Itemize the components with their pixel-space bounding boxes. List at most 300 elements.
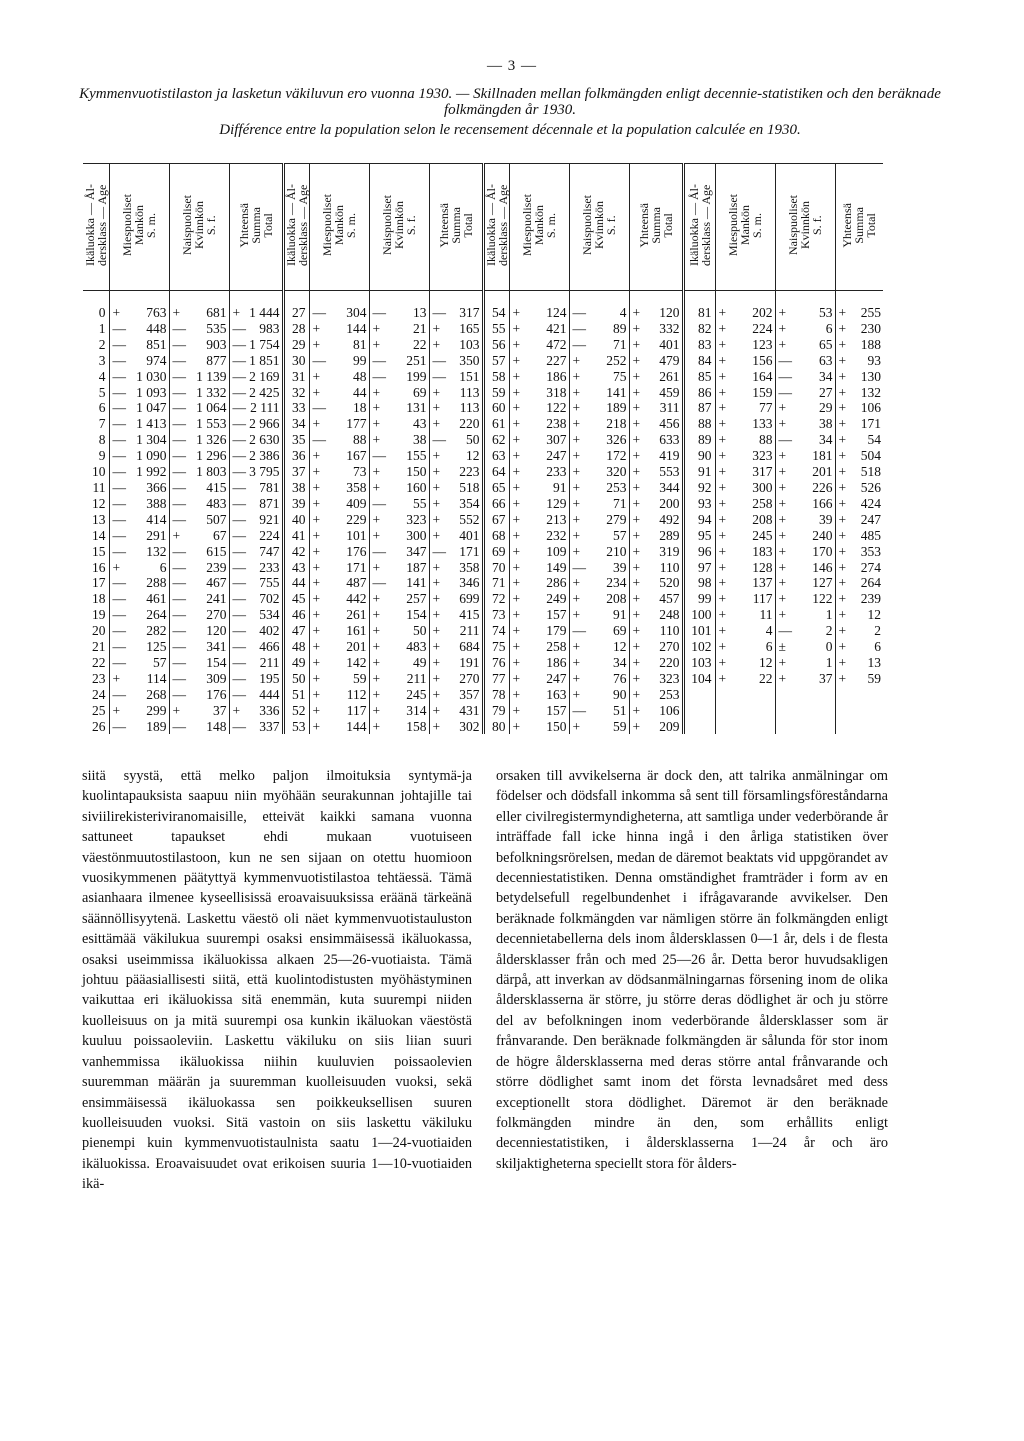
- female-cell: [775, 337, 835, 353]
- female-cell: [775, 655, 835, 671]
- female-cell: [775, 321, 835, 337]
- column-header-label: Yhteensä Summa Total: [436, 202, 475, 248]
- male-cell: [715, 560, 775, 576]
- age-cell: 83: [683, 337, 715, 353]
- number: 1 413: [136, 416, 167, 432]
- number: 1 851: [249, 352, 280, 368]
- sign: —: [112, 654, 126, 670]
- total-cell: [835, 353, 883, 369]
- number: 247: [546, 448, 567, 464]
- number: 49: [413, 654, 427, 670]
- age-cell: 31: [283, 369, 309, 385]
- sign: —: [572, 702, 586, 718]
- column-header-total: [629, 164, 683, 291]
- number: 186: [546, 654, 567, 670]
- column-header-label: Ikäluokka — Ål- dersklass — Age: [82, 184, 109, 266]
- sign: —: [112, 432, 126, 448]
- sign: +: [838, 416, 847, 432]
- number: 877: [206, 352, 227, 368]
- sign: +: [778, 575, 787, 591]
- age-cell: 86: [683, 385, 715, 401]
- age-cell: 42: [283, 544, 309, 560]
- number: 122: [546, 400, 567, 416]
- sign: —: [112, 384, 126, 400]
- sign: —: [572, 559, 586, 575]
- male-cell: [509, 416, 569, 432]
- total-cell: [429, 480, 483, 496]
- total-cell: [835, 448, 883, 464]
- number: 317: [459, 305, 480, 320]
- age-cell: 13: [83, 512, 109, 528]
- sign: +: [572, 639, 581, 655]
- sign: +: [432, 511, 441, 527]
- number: 1 444: [249, 305, 280, 320]
- column-header-label: Miespuoliset Mankön S. m.: [520, 194, 558, 256]
- male-cell: [109, 528, 169, 544]
- sign: +: [572, 543, 581, 559]
- number: 34: [819, 368, 833, 384]
- number: 1 030: [136, 368, 167, 384]
- sign: +: [838, 623, 847, 639]
- sign: +: [572, 575, 581, 591]
- number: 67: [213, 527, 227, 543]
- number: 186: [546, 368, 567, 384]
- table-row: [83, 671, 883, 687]
- male-cell: [109, 416, 169, 432]
- number: 57: [153, 654, 167, 670]
- total-cell: [835, 480, 883, 496]
- sign: —: [232, 432, 246, 448]
- age-cell: 34: [283, 416, 309, 432]
- age-cell: 16: [83, 560, 109, 576]
- age-cell: 10: [83, 464, 109, 480]
- number: 13: [413, 305, 427, 320]
- number: 300: [406, 527, 427, 543]
- sign: +: [838, 320, 847, 336]
- age-cell: 98: [683, 575, 715, 591]
- total-cell: [229, 416, 283, 432]
- male-cell: [509, 321, 569, 337]
- male-cell: [309, 369, 369, 385]
- sign: +: [512, 305, 521, 320]
- number: 419: [659, 448, 680, 464]
- total-cell: [429, 432, 483, 448]
- total-cell: [835, 623, 883, 639]
- age-cell: 47: [283, 623, 309, 639]
- number: 22: [413, 336, 427, 352]
- number: 81: [353, 336, 367, 352]
- sign: +: [632, 448, 641, 464]
- sign: —: [112, 368, 126, 384]
- total-cell: [835, 655, 883, 671]
- number: 34: [613, 654, 627, 670]
- number: 255: [860, 305, 881, 320]
- sign: —: [232, 543, 246, 559]
- age-cell: 58: [483, 369, 509, 385]
- number: 535: [206, 320, 227, 336]
- number: 170: [812, 543, 833, 559]
- female-cell: [369, 400, 429, 416]
- sign: +: [372, 686, 381, 702]
- sign: +: [312, 511, 321, 527]
- female-cell: [369, 575, 429, 591]
- number: 37: [819, 670, 833, 686]
- number: 12: [759, 654, 773, 670]
- sign: —: [112, 336, 126, 352]
- male-cell: [109, 512, 169, 528]
- female-cell: [369, 591, 429, 607]
- total-cell: [229, 321, 283, 337]
- total-cell: [629, 703, 683, 719]
- number: 39: [819, 511, 833, 527]
- age-cell: 18: [83, 591, 109, 607]
- female-cell: [169, 671, 229, 687]
- sign: +: [432, 559, 441, 575]
- sign: +: [718, 352, 727, 368]
- sign: —: [112, 543, 126, 559]
- number: 71: [613, 336, 627, 352]
- number: 249: [546, 591, 567, 607]
- sign: +: [432, 607, 441, 623]
- male-cell: [715, 496, 775, 512]
- number: 341: [206, 639, 227, 655]
- table-row: [83, 687, 883, 703]
- sign: +: [512, 607, 521, 623]
- age-cell: 65: [483, 480, 509, 496]
- sign: +: [572, 654, 581, 670]
- number: 48: [353, 368, 367, 384]
- sign: —: [172, 670, 186, 686]
- number: 2 630: [249, 432, 280, 448]
- sign: —: [572, 623, 586, 639]
- table-row: [83, 385, 883, 401]
- male-cell: [309, 719, 369, 735]
- sign: +: [718, 591, 727, 607]
- sign: —: [312, 432, 326, 448]
- number: 268: [146, 686, 167, 702]
- number: 415: [206, 479, 227, 495]
- number: 323: [659, 670, 680, 686]
- sign: —: [372, 305, 386, 320]
- number: 238: [546, 416, 567, 432]
- sign: +: [778, 654, 787, 670]
- sign: +: [838, 384, 847, 400]
- sign: —: [172, 543, 186, 559]
- female-cell: [569, 448, 629, 464]
- sign: +: [432, 718, 441, 734]
- number: 3 795: [249, 464, 280, 480]
- table-header-row: [83, 164, 883, 291]
- age-cell: 91: [683, 464, 715, 480]
- age-cell: 30: [283, 353, 309, 369]
- female-cell: [369, 321, 429, 337]
- total-cell: [429, 528, 483, 544]
- female-cell: [169, 480, 229, 496]
- sign: —: [172, 511, 186, 527]
- sign: +: [112, 305, 121, 320]
- number: 337: [259, 718, 280, 734]
- sign: +: [312, 575, 321, 591]
- total-cell: [229, 353, 283, 369]
- sign: +: [778, 495, 787, 511]
- sign: +: [432, 320, 441, 336]
- male-cell: [715, 544, 775, 560]
- age-cell: 52: [283, 703, 309, 719]
- sign: +: [512, 623, 521, 639]
- male-cell: [509, 464, 569, 480]
- age-cell: 35: [283, 432, 309, 448]
- female-cell: [775, 369, 835, 385]
- male-cell: [715, 321, 775, 337]
- number: 141: [406, 575, 427, 591]
- age-cell: 26: [83, 719, 109, 735]
- age-cell: 36: [283, 448, 309, 464]
- total-cell: [429, 591, 483, 607]
- sign: +: [312, 623, 321, 639]
- male-cell: [109, 464, 169, 480]
- number: 176: [206, 686, 227, 702]
- male-cell: [509, 687, 569, 703]
- sign: +: [372, 400, 381, 416]
- number: 106: [659, 702, 680, 718]
- table-row: [83, 416, 883, 432]
- sign: —: [778, 352, 792, 368]
- sign: +: [778, 559, 787, 575]
- number: 261: [659, 368, 680, 384]
- sign: —: [112, 464, 126, 480]
- number: 442: [346, 591, 367, 607]
- number: 288: [146, 575, 167, 591]
- sign: +: [312, 543, 321, 559]
- number: 274: [860, 559, 881, 575]
- age-cell: 71: [483, 575, 509, 591]
- female-cell: [775, 623, 835, 639]
- male-cell: [509, 639, 569, 655]
- sign: —: [232, 591, 246, 607]
- number: 553: [659, 464, 680, 480]
- male-cell: [509, 655, 569, 671]
- male-cell: [715, 719, 775, 735]
- sign: +: [572, 511, 581, 527]
- number: 160: [406, 479, 427, 495]
- sign: —: [112, 479, 126, 495]
- age-cell: 45: [283, 591, 309, 607]
- sign: +: [372, 654, 381, 670]
- number: 332: [659, 320, 680, 336]
- female-cell: [369, 639, 429, 655]
- age-cell: 68: [483, 528, 509, 544]
- number: 202: [752, 305, 773, 320]
- sign: +: [838, 559, 847, 575]
- male-cell: [109, 496, 169, 512]
- sign: +: [718, 495, 727, 511]
- number: 232: [546, 527, 567, 543]
- number: 245: [406, 686, 427, 702]
- number: 4: [619, 305, 627, 320]
- total-cell: [229, 480, 283, 496]
- sign: +: [312, 591, 321, 607]
- number: 336: [259, 702, 280, 718]
- column-header-total: [835, 164, 883, 291]
- age-cell: 104: [683, 671, 715, 687]
- heading-finnish-swedish: Kymmenvuotistilaston ja lasketun väkiluvun ero vuonna 1930. — Skillnaden mellan folkmängden enligt decennie-statistiken och den beräknade folkmängden år 1930.: [79, 86, 941, 118]
- sign: +: [718, 623, 727, 639]
- sign: +: [632, 432, 641, 448]
- number: 252: [606, 352, 627, 368]
- sign: +: [838, 575, 847, 591]
- sign: +: [632, 607, 641, 623]
- age-cell: 41: [283, 528, 309, 544]
- total-cell: [229, 528, 283, 544]
- male-cell: [109, 448, 169, 464]
- total-cell: [229, 291, 283, 321]
- number: 702: [259, 591, 280, 607]
- male-cell: [715, 671, 775, 687]
- number: 22: [759, 670, 773, 686]
- age-cell: 67: [483, 512, 509, 528]
- total-cell: [629, 575, 683, 591]
- sign: +: [172, 527, 181, 543]
- number: 200: [659, 495, 680, 511]
- number: 357: [459, 686, 480, 702]
- age-cell: 76: [483, 655, 509, 671]
- age-cell: 74: [483, 623, 509, 639]
- sign: +: [778, 448, 787, 464]
- female-cell: [169, 385, 229, 401]
- total-cell: [429, 703, 483, 719]
- number: 164: [752, 368, 773, 384]
- number: 109: [546, 543, 567, 559]
- sign: —: [112, 686, 126, 702]
- male-cell: [309, 464, 369, 480]
- sign: +: [838, 400, 847, 416]
- column-header-label: Naispuoliset Kvinnkön S. f.: [180, 195, 218, 255]
- sign: —: [432, 543, 446, 559]
- sign: —: [112, 623, 126, 639]
- number: 154: [406, 607, 427, 623]
- number: 258: [752, 495, 773, 511]
- total-cell: [229, 464, 283, 480]
- number: 1 139: [196, 368, 227, 384]
- number: 444: [259, 686, 280, 702]
- sign: —: [172, 320, 186, 336]
- total-cell: [229, 385, 283, 401]
- column-header-male: [509, 164, 569, 291]
- sign: +: [432, 416, 441, 432]
- age-cell: 63: [483, 448, 509, 464]
- female-cell: [369, 369, 429, 385]
- number: 248: [659, 607, 680, 623]
- sign: +: [572, 464, 581, 480]
- sign: +: [432, 591, 441, 607]
- age-cell: 81: [683, 291, 715, 321]
- sign: +: [718, 639, 727, 655]
- total-cell: [835, 369, 883, 385]
- age-cell: 103: [683, 655, 715, 671]
- sign: +: [312, 479, 321, 495]
- sign: +: [718, 305, 727, 320]
- age-cell: 32: [283, 385, 309, 401]
- number: 151: [459, 368, 480, 384]
- female-cell: [169, 639, 229, 655]
- number: 6: [825, 320, 833, 336]
- sign: —: [778, 432, 792, 448]
- number: 157: [546, 607, 567, 623]
- female-cell: [569, 480, 629, 496]
- number: 39: [613, 559, 627, 575]
- male-cell: [109, 337, 169, 353]
- number: 483: [406, 639, 427, 655]
- number: 63: [819, 352, 833, 368]
- sign: +: [432, 670, 441, 686]
- sign: +: [112, 559, 121, 575]
- age-cell: 93: [683, 496, 715, 512]
- female-cell: [569, 655, 629, 671]
- number: 110: [659, 623, 680, 639]
- sign: +: [838, 448, 847, 464]
- age-cell: 90: [683, 448, 715, 464]
- age-cell: 43: [283, 560, 309, 576]
- sign: +: [512, 479, 521, 495]
- sign: —: [232, 654, 246, 670]
- male-cell: [715, 416, 775, 432]
- female-cell: [569, 544, 629, 560]
- number: 69: [613, 623, 627, 639]
- female-cell: [369, 291, 429, 321]
- sign: +: [778, 511, 787, 527]
- sign: +: [172, 305, 181, 320]
- sign: —: [172, 464, 186, 480]
- sign: —: [232, 368, 246, 384]
- number: 2 425: [249, 384, 280, 400]
- age-cell: 0: [83, 291, 109, 321]
- male-cell: [109, 385, 169, 401]
- age-cell: 62: [483, 432, 509, 448]
- sign: +: [512, 464, 521, 480]
- sign: +: [632, 464, 641, 480]
- column-header-label: Miespuoliset Mankön S. m.: [320, 194, 358, 256]
- number: 176: [346, 543, 367, 559]
- number: 326: [606, 432, 627, 448]
- age-cell: 49: [283, 655, 309, 671]
- number: 163: [546, 686, 567, 702]
- female-cell: [169, 607, 229, 623]
- number: 155: [406, 448, 427, 464]
- sign: —: [172, 448, 186, 464]
- male-cell: [309, 607, 369, 623]
- male-cell: [509, 291, 569, 321]
- number: 179: [546, 623, 567, 639]
- number: 233: [259, 559, 280, 575]
- sign: +: [372, 384, 381, 400]
- sign: —: [432, 432, 446, 448]
- sign: —: [172, 607, 186, 623]
- column-header-male: [715, 164, 775, 291]
- total-cell: [429, 671, 483, 687]
- age-cell: 50: [283, 671, 309, 687]
- table-row: [83, 703, 883, 719]
- sign: —: [232, 320, 246, 336]
- number: 234: [606, 575, 627, 591]
- number: 59: [353, 670, 367, 686]
- male-cell: [109, 480, 169, 496]
- sign: —: [172, 654, 186, 670]
- sign: +: [838, 591, 847, 607]
- age-cell: 96: [683, 544, 715, 560]
- sign: —: [172, 336, 186, 352]
- sign: +: [372, 320, 381, 336]
- sign: +: [778, 464, 787, 480]
